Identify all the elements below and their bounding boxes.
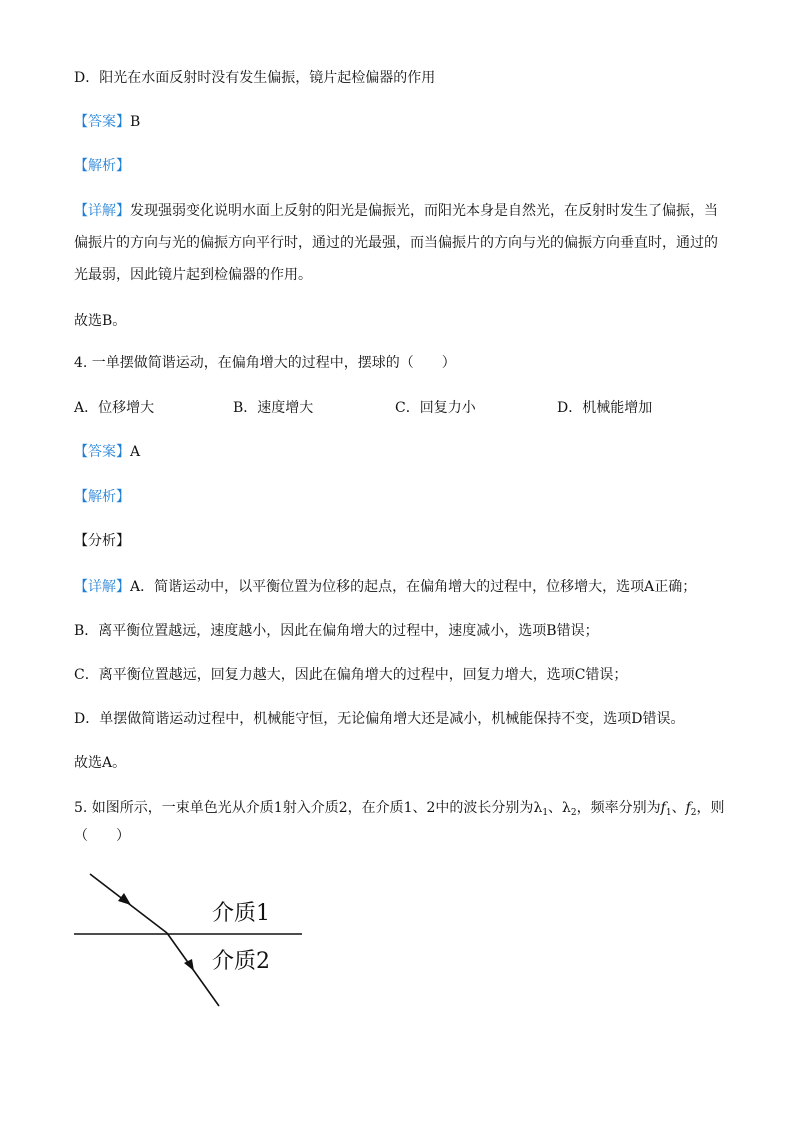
refraction-diagram (70, 868, 310, 1013)
label-medium-1: 介质1 (212, 901, 270, 926)
detail-tag: 【详解】 (74, 579, 130, 595)
stem-text: 5. 如图所示，一束单色光从介质1射入介质2，在介质1、2中的波长分别为 (74, 800, 534, 816)
subscript-2: 2 (690, 808, 697, 818)
separator: 、 (671, 800, 686, 816)
q3-analysis-tag: 【解析】 (74, 158, 130, 174)
detail-text: 发现强弱变化说明水面上反射的阳光是偏振光，而阳光本身是自然光，在反射时发生了偏振，当偏振片的方向与光的偏振方向平行时，通过的光最强，而当偏振片的方向与光的偏振方向垂直时，通过的光最弱，因此镜片起到检偏器的作用。 (74, 203, 718, 283)
subscript-1: 1 (665, 808, 672, 818)
q3-option-d: D．阳光在水面反射时没有发生偏振，镜片起检偏器的作用 (74, 70, 436, 86)
q3-answer (74, 112, 140, 132)
subscript-1: 1 (542, 808, 549, 818)
q4-stem: 4. 一单摆做简谐运动，在偏角增大的过程中，摆球的（ ） (74, 355, 456, 371)
answer-tag: 【答案】 (74, 114, 130, 130)
q4-detail-d: D．单摆做简谐运动过程中，机械能守恒，无论偏角增大还是减小，机械能保持不变，选项D错误。 (74, 711, 685, 727)
q4-option-b: B．速度增大 (233, 400, 314, 416)
q4-option-d: D．机械能增加 (557, 400, 653, 416)
separator: 、 (548, 800, 563, 816)
detail-a-text: A．简谐运动中，以平衡位置为位移的起点，在偏角增大的过程中，位移增大，选项A正确； (130, 579, 697, 595)
q4-conclusion: 故选A。 (74, 755, 127, 771)
q4-detail-c: C．离平衡位置越远，回复力越大，因此在偏角增大的过程中，回复力增大，选项C错误； (74, 667, 628, 683)
q4-analysis-sub-tag: 【分析】 (74, 533, 130, 549)
lambda-symbol: λ (562, 800, 571, 816)
lambda-symbol: λ (533, 800, 543, 816)
stem-text: ，则 (696, 800, 725, 816)
q4-detail-a (74, 577, 696, 597)
stem-text: ，频率分别为 (576, 800, 661, 816)
q5-stem-line1 (74, 798, 725, 823)
incident-arrow-icon (118, 893, 131, 905)
answer-value: B (130, 114, 141, 130)
q4-answer (74, 442, 140, 462)
q5-stem-line2: （ ） (74, 828, 130, 844)
f-symbol: f (660, 800, 666, 816)
q3-conclusion: 故选B。 (74, 313, 127, 329)
q4-detail-b: B．离平衡位置越远，速度越小，因此在偏角增大的过程中，速度减小，选项B错误； (74, 623, 599, 639)
answer-tag: 【答案】 (74, 444, 130, 460)
q4-option-c: C．回复力小 (395, 400, 476, 416)
detail-tag: 【详解】 (74, 203, 130, 219)
answer-value: A (130, 444, 141, 460)
label-medium-2: 介质2 (212, 949, 270, 974)
q4-option-a: A．位移增大 (74, 400, 155, 416)
f-symbol: f (685, 800, 691, 816)
q4-analysis-tag: 【解析】 (74, 489, 130, 505)
q3-detail (74, 195, 724, 291)
refracted-arrow-icon (184, 959, 194, 971)
subscript-2: 2 (570, 808, 577, 818)
